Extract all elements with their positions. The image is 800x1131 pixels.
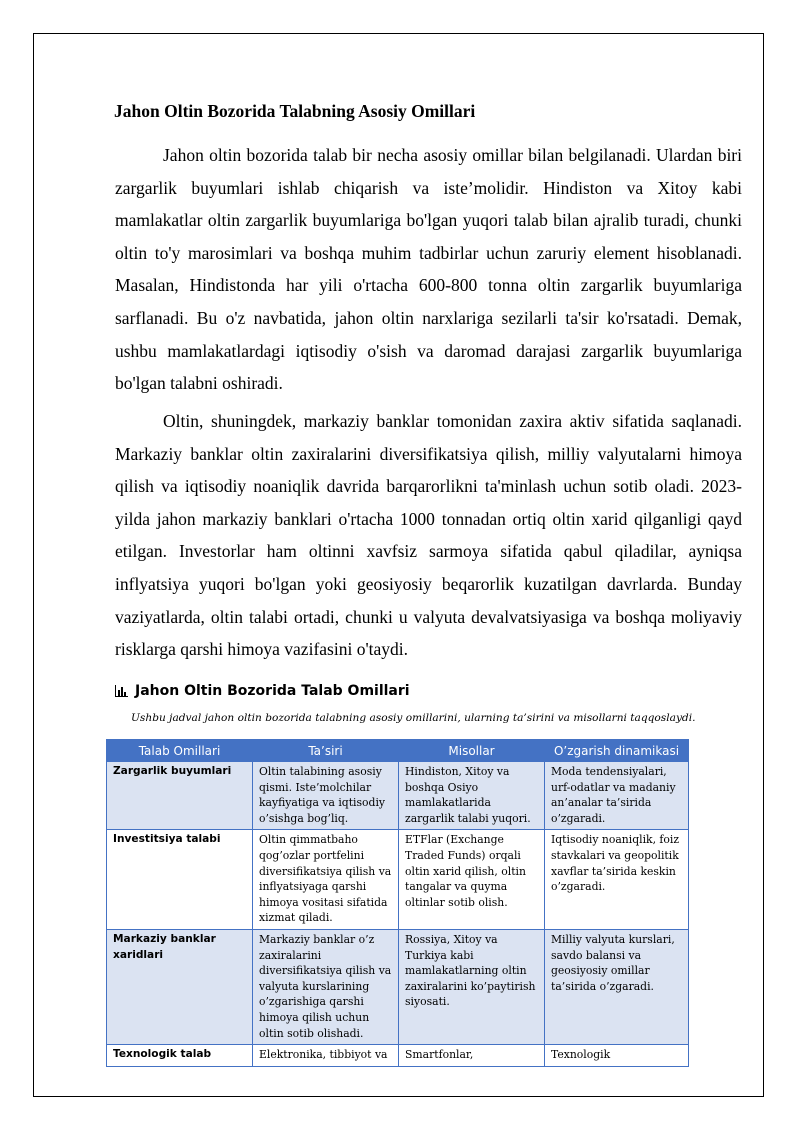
table-caption: Ushbu jadval jahon oltin bozorida talabning asosiy omillarini, ularning ta’sirini va misollarni taqqoslaydi. bbox=[131, 712, 696, 724]
row-examples: Hindiston, Xitoy va boshqa Osiyo mamlakatlarida zargarlik talabi yuqori. bbox=[399, 762, 545, 830]
paragraph-central-bank-demand: Oltin, shuningdek, markaziy banklar tomonidan zaxira aktiv sifatida saqlanadi. Markaziy banklar oltin zaxiralarini diversifikatsiya qilish, milliy valyutalarni himoya qilish va iqtisodiy noaniqlik davrida barqarorlikni ta'minlash uchun sotib oladi. 2023-yilda jahon markaziy banklari o'rtacha 1000 tonnadan ortiq oltin xarid qilganligi qayd etilgan. Investorlar ham oltinni xavfsiz sarmoya sifatida qabul qiladilar, ayniqsa inflyatsiya yuqori bo'lgan yoki geosiyosiy beqarorlik kuzatilgan davrlarda. Bunday vaziyatlarda, oltin talabi ortadi, chunki u valyuta devalvatsiyasiga va boshqa moliyaviy risklarga qarshi himoya vazifasini o'taydi. bbox=[115, 411, 742, 660]
demand-factors-table bbox=[106, 739, 689, 1067]
row-effect: Elektronika, tibbiyot va bbox=[253, 1045, 399, 1067]
row-dynamics: Milliy valyuta kurslari, savdo balansi va geosiyosiy omillar ta’sirida o’zgaradi. bbox=[545, 929, 689, 1044]
row-dynamics: Iqtisodiy noaniqlik, foiz stavkalari va geopolitik xavflar ta’sirida keskin o’zgaradi. bbox=[545, 830, 689, 930]
table-header-row bbox=[107, 740, 689, 762]
row-examples: Rossiya, Xitoy va Turkiya kabi mamlakatlarning oltin zaxiralarini ko’paytirish siyosati. bbox=[399, 929, 545, 1044]
table-title-text: Jahon Oltin Bozorida Talab Omillari bbox=[135, 683, 410, 699]
row-factor: Markaziy banklar xaridlari bbox=[107, 929, 253, 1044]
column-header: O’zgarish dinamikasi bbox=[545, 740, 689, 762]
bar-chart-icon bbox=[115, 685, 128, 697]
row-factor: Texnologik talab bbox=[107, 1045, 253, 1067]
row-factor: Zargarlik buyumlari bbox=[107, 762, 253, 830]
row-examples: ETFlar (Exchange Traded Funds) orqali oltin xarid qilish, oltin tangalar va quyma oltinlar sotib olish. bbox=[399, 830, 545, 930]
table-title bbox=[115, 683, 410, 699]
row-factor: Investitsiya talabi bbox=[107, 830, 253, 930]
row-effect: Oltin qimmatbaho qog’ozlar portfelini diversifikatsiya qilish va inflyatsiyaga qarshi himoya vositasi sifatida xizmat qiladi. bbox=[253, 830, 399, 930]
column-header: Ta’siri bbox=[253, 740, 399, 762]
table-row bbox=[107, 929, 689, 1044]
column-header: Misollar bbox=[399, 740, 545, 762]
table-row bbox=[107, 1045, 689, 1067]
row-examples: Smartfonlar, bbox=[399, 1045, 545, 1067]
table-row bbox=[107, 830, 689, 930]
row-dynamics: Texnologik bbox=[545, 1045, 689, 1067]
paragraph-jewelry-demand: Jahon oltin bozorida talab bir necha asosiy omillar bilan belgilanadi. Ulardan biri zargarlik buyumlari ishlab chiqarish va iste’molidir. Hindiston va Xitoy kabi mamlakatlar oltin zargarlik buyumlariga bo'lgan yuqori talab bilan ajralib turadi, chunki oltin to'y marosimlari va boshqa muhim tadbirlar uchun zaruriy element hisoblanadi. Masalan, Hindistonda har yili o'rtacha 600-800 tonna oltin zargarlik buyumlariga sarflanadi. Bu o'z navbatida, jahon oltin narxlariga sezilarli ta'sir ko'rsatadi. Demak, ushbu mamlakatlardagi iqtisodiy o'sish va daromad darajasi zargarlik buyumlariga bo'lgan talabni oshiradi. bbox=[115, 145, 742, 394]
table-row bbox=[107, 762, 689, 830]
row-effect: Oltin talabining asosiy qismi. Iste’molchilar kayfiyatiga va iqtisodiy o’sishga bog’liq. bbox=[253, 762, 399, 830]
column-header: Talab Omillari bbox=[107, 740, 253, 762]
row-effect: Markaziy banklar o’z zaxiralarini diversifikatsiya qilish va valyuta kurslarining o’zgarishiga qarshi himoya qilish uchun oltin sotib olishadi. bbox=[253, 929, 399, 1044]
row-dynamics: Moda tendensiyalari, urf-odatlar va madaniy an’analar ta’sirida o’zgaradi. bbox=[545, 762, 689, 830]
section-heading: Jahon Oltin Bozorida Talabning Asosiy Omillari bbox=[114, 101, 476, 121]
